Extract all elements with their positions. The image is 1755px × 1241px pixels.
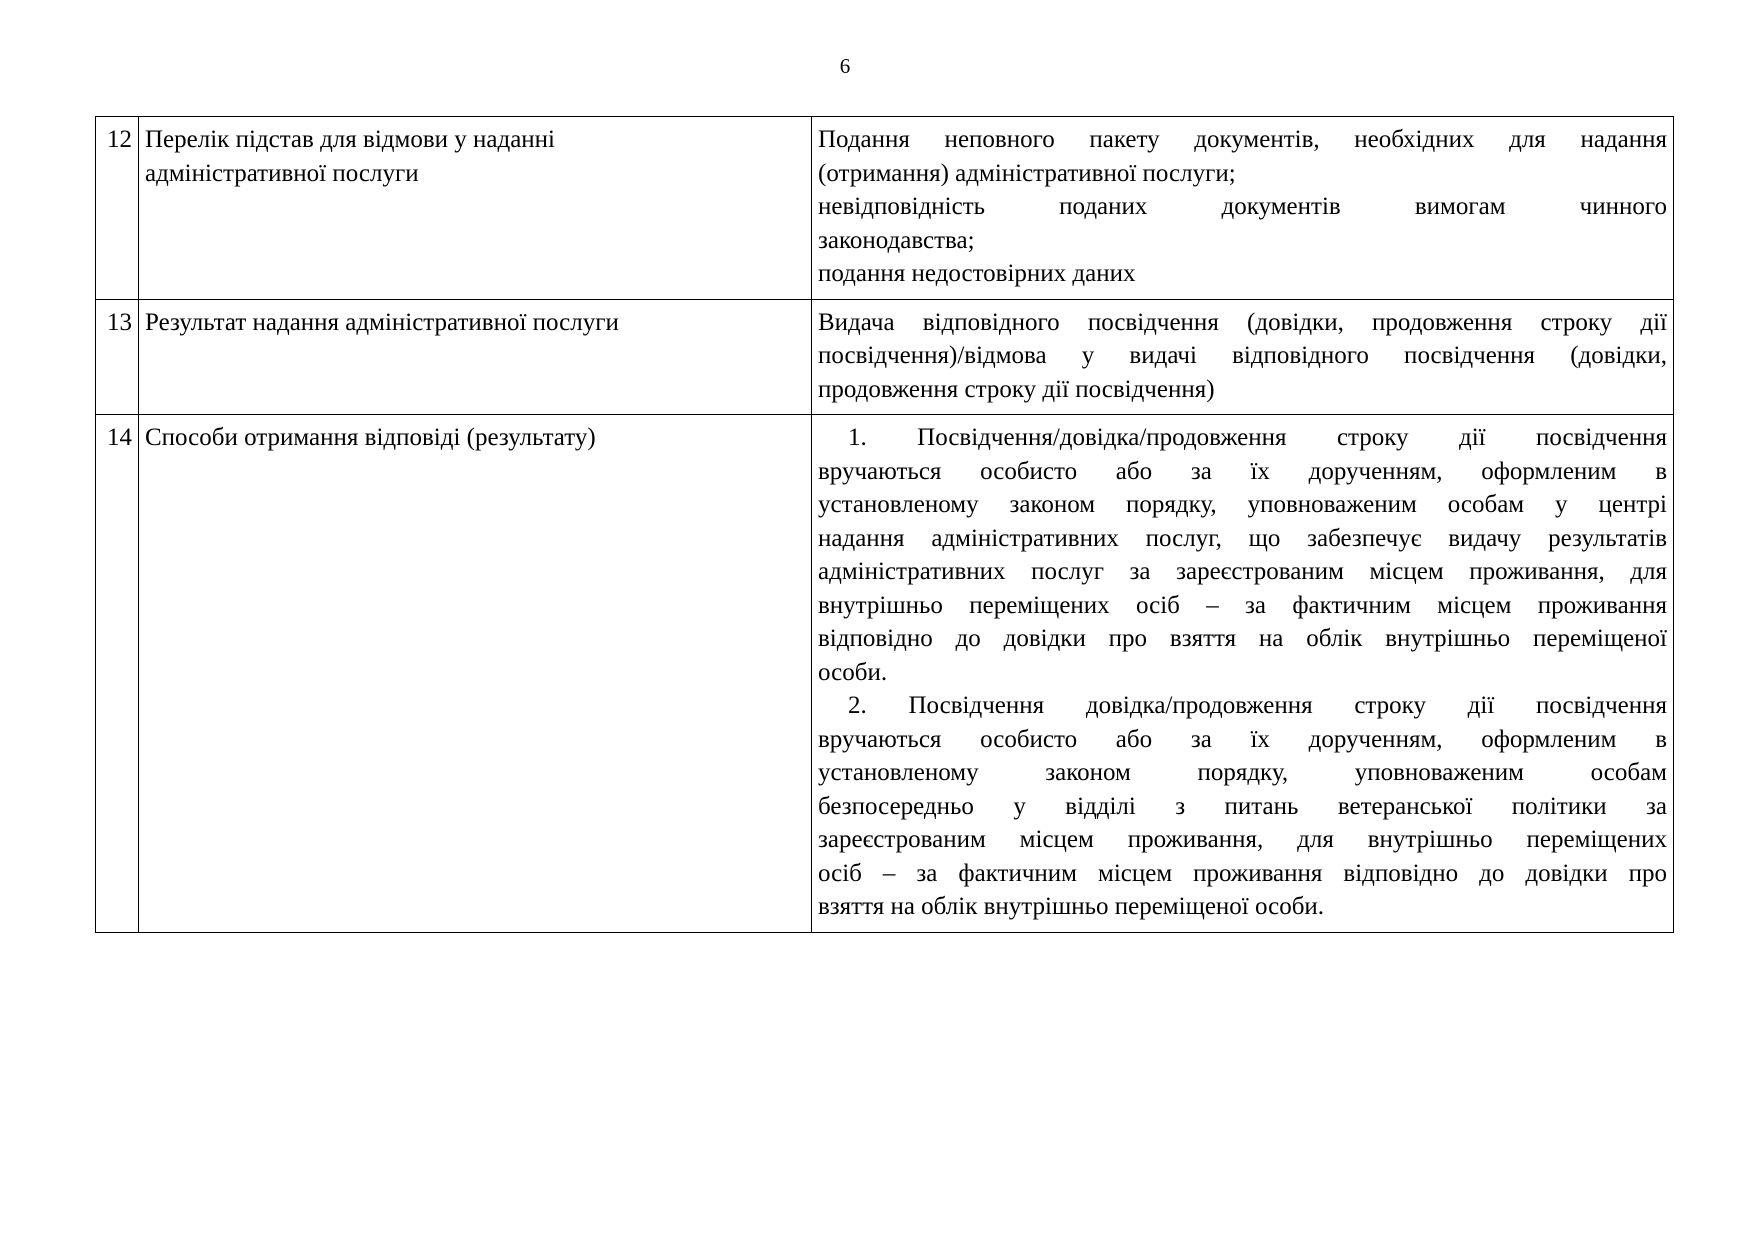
item-1-line: установленому законом порядку, уповноваженим особам у центрі <box>818 491 1667 518</box>
row-value-line: невідповідність поданих документів вимогам чинного <box>818 193 1667 220</box>
item-1-line: особи. <box>818 658 888 686</box>
row-value-line: посвідчення)/відмова у видачі відповідного посвідчення (довідки, <box>818 342 1667 369</box>
table-row <box>96 117 1674 300</box>
row-label-line: адміністративної послуги <box>145 159 419 187</box>
item-1-line: вручаються особисто або за їх дорученням, оформленим в <box>818 457 1667 485</box>
row-label <box>139 415 812 933</box>
row-label <box>139 299 812 415</box>
row-value-line: Видача відповідного посвідчення (довідки, продовження строку дії <box>818 308 1667 336</box>
table-row <box>96 415 1674 933</box>
table-row <box>96 299 1674 415</box>
row-value <box>812 117 1674 300</box>
item-1-line: відповідно до довідки про взяття на облік внутрішньо переміщеної <box>818 625 1667 652</box>
row-value <box>812 415 1674 933</box>
item-1-line: адміністративних послуг за зареєстрованим місцем проживання, для <box>818 558 1667 585</box>
item-2-line: осіб – за фактичним місцем проживання відповідно до довідки про <box>818 859 1667 887</box>
row-value-line: законодавства; <box>818 226 975 254</box>
page-number: 6 <box>839 54 851 78</box>
item-2-line: безпосередньо у відділі з питань ветеранської політики за <box>818 792 1667 820</box>
row-label-line: Перелік підстав для відмови у наданні <box>145 126 555 153</box>
row-label-line: Результат надання адміністративної послуги <box>145 308 619 336</box>
row-value-line: (отримання) адміністративної послуги; <box>818 159 1236 187</box>
row-number: 14 <box>96 415 139 933</box>
services-table <box>95 116 1674 933</box>
row-value <box>812 299 1674 415</box>
row-label <box>139 117 812 300</box>
row-value-line: подання недостовірних даних <box>818 260 1136 287</box>
row-number: 12 <box>96 117 139 300</box>
item-2-line: установленому законом порядку, уповноваженим особам <box>818 759 1667 786</box>
item-2-line: 2. Посвідчення довідка/продовження строку дії посвідчення <box>848 692 1667 719</box>
item-2-line: взяття на облік внутрішньо переміщеної особи. <box>818 893 1325 920</box>
item-1-line: надання адміністративних послуг, що забезпечує видачу результатів <box>818 524 1667 552</box>
item-2-line: вручаються особисто або за їх дорученням, оформленим в <box>818 725 1667 753</box>
row-label-line: Способи отримання відповіді (результату) <box>145 424 596 451</box>
item-1-line: 1. Посвідчення/довідка/продовження строку дії посвідчення <box>848 424 1667 451</box>
item-1-line: внутрішньо переміщених осіб – за фактичним місцем проживання <box>818 591 1667 619</box>
row-value-line: продовження строку дії посвідчення) <box>818 375 1215 403</box>
row-number: 13 <box>96 299 139 415</box>
row-value-line: Подання неповного пакету документів, необхідних для надання <box>818 126 1667 153</box>
item-2-line: зареєстрованим місцем проживання, для внутрішньо переміщених <box>818 826 1667 853</box>
